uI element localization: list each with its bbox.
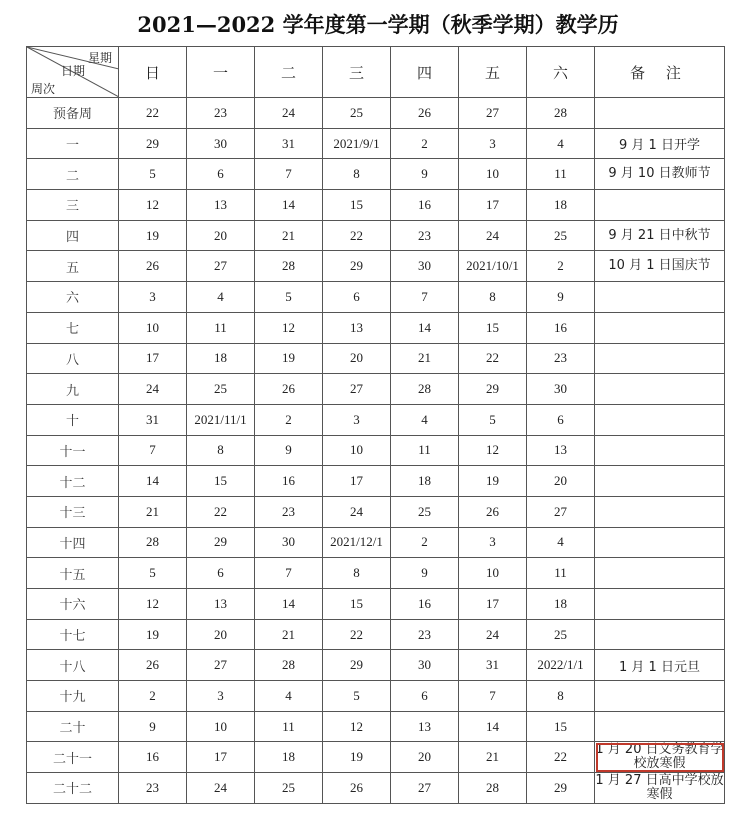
header-notes: 备 注 (595, 47, 725, 98)
date-cell: 24 (119, 374, 187, 405)
table-row (27, 312, 725, 343)
week-cell: 十七 (27, 619, 119, 650)
date-cell: 9 (391, 159, 459, 190)
week-cell: 十九 (27, 681, 119, 712)
date-cell: 8 (323, 558, 391, 589)
week-cell: 七 (27, 312, 119, 343)
date-cell: 27 (187, 650, 255, 681)
date-cell: 13 (527, 435, 595, 466)
week-cell: 五 (27, 251, 119, 282)
date-cell: 20 (187, 220, 255, 251)
date-cell: 27 (391, 773, 459, 804)
date-cell: 19 (255, 343, 323, 374)
date-cell: 23 (391, 619, 459, 650)
week-cell: 十 (27, 404, 119, 435)
date-cell: 8 (527, 681, 595, 712)
date-cell: 13 (323, 312, 391, 343)
date-cell: 24 (323, 496, 391, 527)
date-cell: 2021/12/1 (323, 527, 391, 558)
date-cell: 7 (459, 681, 527, 712)
date-cell: 7 (119, 435, 187, 466)
date-cell: 21 (255, 619, 323, 650)
date-cell: 8 (187, 435, 255, 466)
week-cell: 四 (27, 220, 119, 251)
date-cell: 2021/10/1 (459, 251, 527, 282)
date-cell: 22 (459, 343, 527, 374)
date-cell: 18 (187, 343, 255, 374)
date-cell: 26 (255, 374, 323, 405)
note-cell (595, 619, 725, 650)
week-cell: 二十一 (27, 742, 119, 773)
date-cell: 12 (459, 435, 527, 466)
note-cell (595, 527, 725, 558)
date-cell: 2 (391, 128, 459, 159)
date-cell: 21 (459, 742, 527, 773)
date-cell: 4 (527, 527, 595, 558)
date-cell: 12 (119, 190, 187, 221)
week-cell: 十五 (27, 558, 119, 589)
date-cell: 30 (527, 374, 595, 405)
date-cell: 16 (527, 312, 595, 343)
table-row (27, 282, 725, 313)
date-cell: 28 (527, 98, 595, 129)
date-cell: 5 (119, 159, 187, 190)
note-cell (595, 374, 725, 405)
date-cell: 18 (527, 190, 595, 221)
date-cell: 3 (459, 128, 527, 159)
date-cell: 30 (391, 251, 459, 282)
date-cell: 15 (527, 711, 595, 742)
date-cell: 27 (459, 98, 527, 129)
date-cell: 27 (323, 374, 391, 405)
date-cell: 28 (255, 251, 323, 282)
date-cell: 26 (391, 98, 459, 129)
table-row (27, 619, 725, 650)
note-cell: 9 月 21 日中秋节 (595, 220, 725, 251)
date-cell: 22 (323, 619, 391, 650)
note-cell (595, 589, 725, 620)
date-cell: 4 (255, 681, 323, 712)
header-row (27, 47, 725, 98)
note-cell: 10 月 1 日国庆节 (595, 251, 725, 282)
note-cell (595, 190, 725, 221)
date-cell: 9 (255, 435, 323, 466)
date-cell: 2021/9/1 (323, 128, 391, 159)
date-cell: 15 (187, 466, 255, 497)
date-cell: 16 (255, 466, 323, 497)
header-sun: 日 (119, 47, 187, 98)
date-cell: 16 (391, 589, 459, 620)
date-cell: 27 (187, 251, 255, 282)
date-cell: 8 (459, 282, 527, 313)
table-row (27, 343, 725, 374)
header-tue: 二 (255, 47, 323, 98)
date-cell: 22 (323, 220, 391, 251)
table-row (27, 374, 725, 405)
date-cell: 8 (323, 159, 391, 190)
date-cell: 29 (323, 650, 391, 681)
date-cell: 9 (119, 711, 187, 742)
date-cell: 17 (119, 343, 187, 374)
note-cell: 9 月 10 日教师节 (595, 159, 725, 190)
date-cell: 9 (391, 558, 459, 589)
date-cell: 13 (187, 589, 255, 620)
corner-label-week: 周次 (31, 82, 56, 96)
date-cell: 5 (323, 681, 391, 712)
table-row (27, 435, 725, 466)
date-cell: 11 (527, 159, 595, 190)
date-cell: 19 (323, 742, 391, 773)
date-cell: 19 (119, 619, 187, 650)
week-cell: 二 (27, 159, 119, 190)
date-cell: 3 (187, 681, 255, 712)
note-cell (595, 681, 725, 712)
date-cell: 25 (391, 496, 459, 527)
date-cell: 20 (323, 343, 391, 374)
date-cell: 2 (119, 681, 187, 712)
date-cell: 22 (187, 496, 255, 527)
date-cell: 26 (119, 251, 187, 282)
date-cell: 27 (527, 496, 595, 527)
date-cell: 4 (527, 128, 595, 159)
date-cell: 25 (323, 98, 391, 129)
note-cell (595, 435, 725, 466)
date-cell: 31 (255, 128, 323, 159)
note-cell (595, 343, 725, 374)
date-cell: 18 (391, 466, 459, 497)
date-cell: 13 (391, 711, 459, 742)
table-row (27, 496, 725, 527)
date-cell: 18 (255, 742, 323, 773)
date-cell: 24 (459, 619, 527, 650)
date-cell: 14 (119, 466, 187, 497)
table-row (27, 466, 725, 497)
date-cell: 2 (391, 527, 459, 558)
corner-label-date: 日期 (61, 64, 86, 78)
date-cell: 9 (527, 282, 595, 313)
date-cell: 7 (255, 558, 323, 589)
date-cell: 2 (255, 404, 323, 435)
table-row (27, 558, 725, 589)
table-row (27, 128, 725, 159)
date-cell: 12 (255, 312, 323, 343)
date-cell: 28 (459, 773, 527, 804)
date-cell: 19 (459, 466, 527, 497)
date-cell: 10 (459, 159, 527, 190)
date-cell: 5 (255, 282, 323, 313)
date-cell: 2021/11/1 (187, 404, 255, 435)
date-cell: 20 (527, 466, 595, 497)
date-cell: 28 (255, 650, 323, 681)
date-cell: 29 (527, 773, 595, 804)
date-cell: 23 (187, 98, 255, 129)
date-cell: 30 (391, 650, 459, 681)
date-cell: 11 (391, 435, 459, 466)
corner-cell (27, 47, 119, 98)
date-cell: 15 (459, 312, 527, 343)
date-cell: 17 (459, 589, 527, 620)
date-cell: 3 (323, 404, 391, 435)
date-cell: 22 (119, 98, 187, 129)
date-cell: 21 (255, 220, 323, 251)
date-cell: 14 (391, 312, 459, 343)
date-cell: 29 (119, 128, 187, 159)
date-cell: 6 (187, 558, 255, 589)
table-row (27, 589, 725, 620)
week-cell: 二十二 (27, 773, 119, 804)
table-row (27, 773, 725, 804)
date-cell: 3 (459, 527, 527, 558)
week-cell: 十三 (27, 496, 119, 527)
date-cell: 6 (527, 404, 595, 435)
date-cell: 12 (119, 589, 187, 620)
note-cell: 9 月 1 日开学 (595, 128, 725, 159)
date-cell: 21 (391, 343, 459, 374)
calendar-table (26, 46, 725, 804)
date-cell: 20 (187, 619, 255, 650)
date-cell: 17 (459, 190, 527, 221)
note-cell (595, 711, 725, 742)
date-cell: 25 (527, 619, 595, 650)
header-wed: 三 (323, 47, 391, 98)
week-cell: 六 (27, 282, 119, 313)
date-cell: 21 (119, 496, 187, 527)
date-cell: 22 (527, 742, 595, 773)
date-cell: 12 (323, 711, 391, 742)
table-row (27, 711, 725, 742)
week-cell: 二十 (27, 711, 119, 742)
week-cell: 三 (27, 190, 119, 221)
calendar-body (27, 98, 725, 804)
week-cell: 十六 (27, 589, 119, 620)
date-cell: 26 (323, 773, 391, 804)
date-cell: 7 (255, 159, 323, 190)
date-cell: 30 (255, 527, 323, 558)
week-cell: 九 (27, 374, 119, 405)
date-cell: 6 (323, 282, 391, 313)
note-cell-highlighted: 1 月 20 日义务教育学校放寒假 (595, 742, 724, 772)
date-cell: 28 (119, 527, 187, 558)
table-row (27, 404, 725, 435)
date-cell: 15 (323, 589, 391, 620)
table-row (27, 159, 725, 190)
date-cell: 29 (187, 527, 255, 558)
week-cell: 十一 (27, 435, 119, 466)
date-cell: 2022/1/1 (527, 650, 595, 681)
date-cell: 5 (119, 558, 187, 589)
date-cell: 24 (187, 773, 255, 804)
note-cell (595, 282, 725, 313)
date-cell: 11 (187, 312, 255, 343)
week-cell: 预备周 (27, 98, 119, 129)
date-cell: 16 (391, 190, 459, 221)
header-thu: 四 (391, 47, 459, 98)
date-cell: 6 (187, 159, 255, 190)
date-cell: 30 (187, 128, 255, 159)
note-cell: 1 月 27 日高中学校放寒假 (595, 772, 724, 802)
note-cell (595, 98, 725, 129)
date-cell: 18 (527, 589, 595, 620)
date-cell: 23 (527, 343, 595, 374)
note-cell: 1 月 1 日元旦 (595, 650, 725, 681)
week-cell: 十八 (27, 650, 119, 681)
date-cell: 6 (391, 681, 459, 712)
date-cell: 19 (119, 220, 187, 251)
corner-label-weekday: 星期 (87, 51, 112, 65)
table-row (27, 650, 725, 681)
note-cell (595, 404, 725, 435)
date-cell: 11 (255, 711, 323, 742)
date-cell: 10 (187, 711, 255, 742)
date-cell: 23 (391, 220, 459, 251)
date-cell: 31 (119, 404, 187, 435)
note-cell (595, 312, 725, 343)
header-sat: 六 (527, 47, 595, 98)
date-cell: 26 (459, 496, 527, 527)
header-mon: 一 (187, 47, 255, 98)
date-cell: 10 (323, 435, 391, 466)
date-cell: 26 (119, 650, 187, 681)
date-cell: 31 (459, 650, 527, 681)
date-cell: 25 (255, 773, 323, 804)
date-cell: 13 (187, 190, 255, 221)
date-cell: 11 (527, 558, 595, 589)
date-cell: 23 (255, 496, 323, 527)
table-row (27, 527, 725, 558)
table-row (27, 251, 725, 282)
date-cell: 25 (187, 374, 255, 405)
table-row (27, 220, 725, 251)
date-cell: 4 (391, 404, 459, 435)
table-row (27, 190, 725, 221)
date-cell: 5 (459, 404, 527, 435)
date-cell: 24 (255, 98, 323, 129)
week-cell: 一 (27, 128, 119, 159)
date-cell: 28 (391, 374, 459, 405)
table-row (27, 742, 725, 773)
date-cell: 14 (459, 711, 527, 742)
date-cell: 23 (119, 773, 187, 804)
note-cell (595, 558, 725, 589)
date-cell: 20 (391, 742, 459, 773)
date-cell: 14 (255, 589, 323, 620)
date-cell: 25 (527, 220, 595, 251)
week-cell: 十二 (27, 466, 119, 497)
note-cell (595, 496, 725, 527)
page-title: 2021—2022 学年度第一学期（秋季学期）教学历 (137, 12, 619, 37)
date-cell: 17 (323, 466, 391, 497)
note-cell (595, 466, 725, 497)
date-cell: 4 (187, 282, 255, 313)
header-fri: 五 (459, 47, 527, 98)
week-cell: 十四 (27, 527, 119, 558)
date-cell: 10 (459, 558, 527, 589)
date-cell: 14 (255, 190, 323, 221)
date-cell: 17 (187, 742, 255, 773)
date-cell: 3 (119, 282, 187, 313)
date-cell: 29 (323, 251, 391, 282)
date-cell: 10 (119, 312, 187, 343)
date-cell: 15 (323, 190, 391, 221)
table-row (27, 98, 725, 129)
week-cell: 八 (27, 343, 119, 374)
date-cell: 16 (119, 742, 187, 773)
table-row (27, 681, 725, 712)
date-cell: 7 (391, 282, 459, 313)
date-cell: 2 (527, 251, 595, 282)
date-cell: 24 (459, 220, 527, 251)
date-cell: 29 (459, 374, 527, 405)
